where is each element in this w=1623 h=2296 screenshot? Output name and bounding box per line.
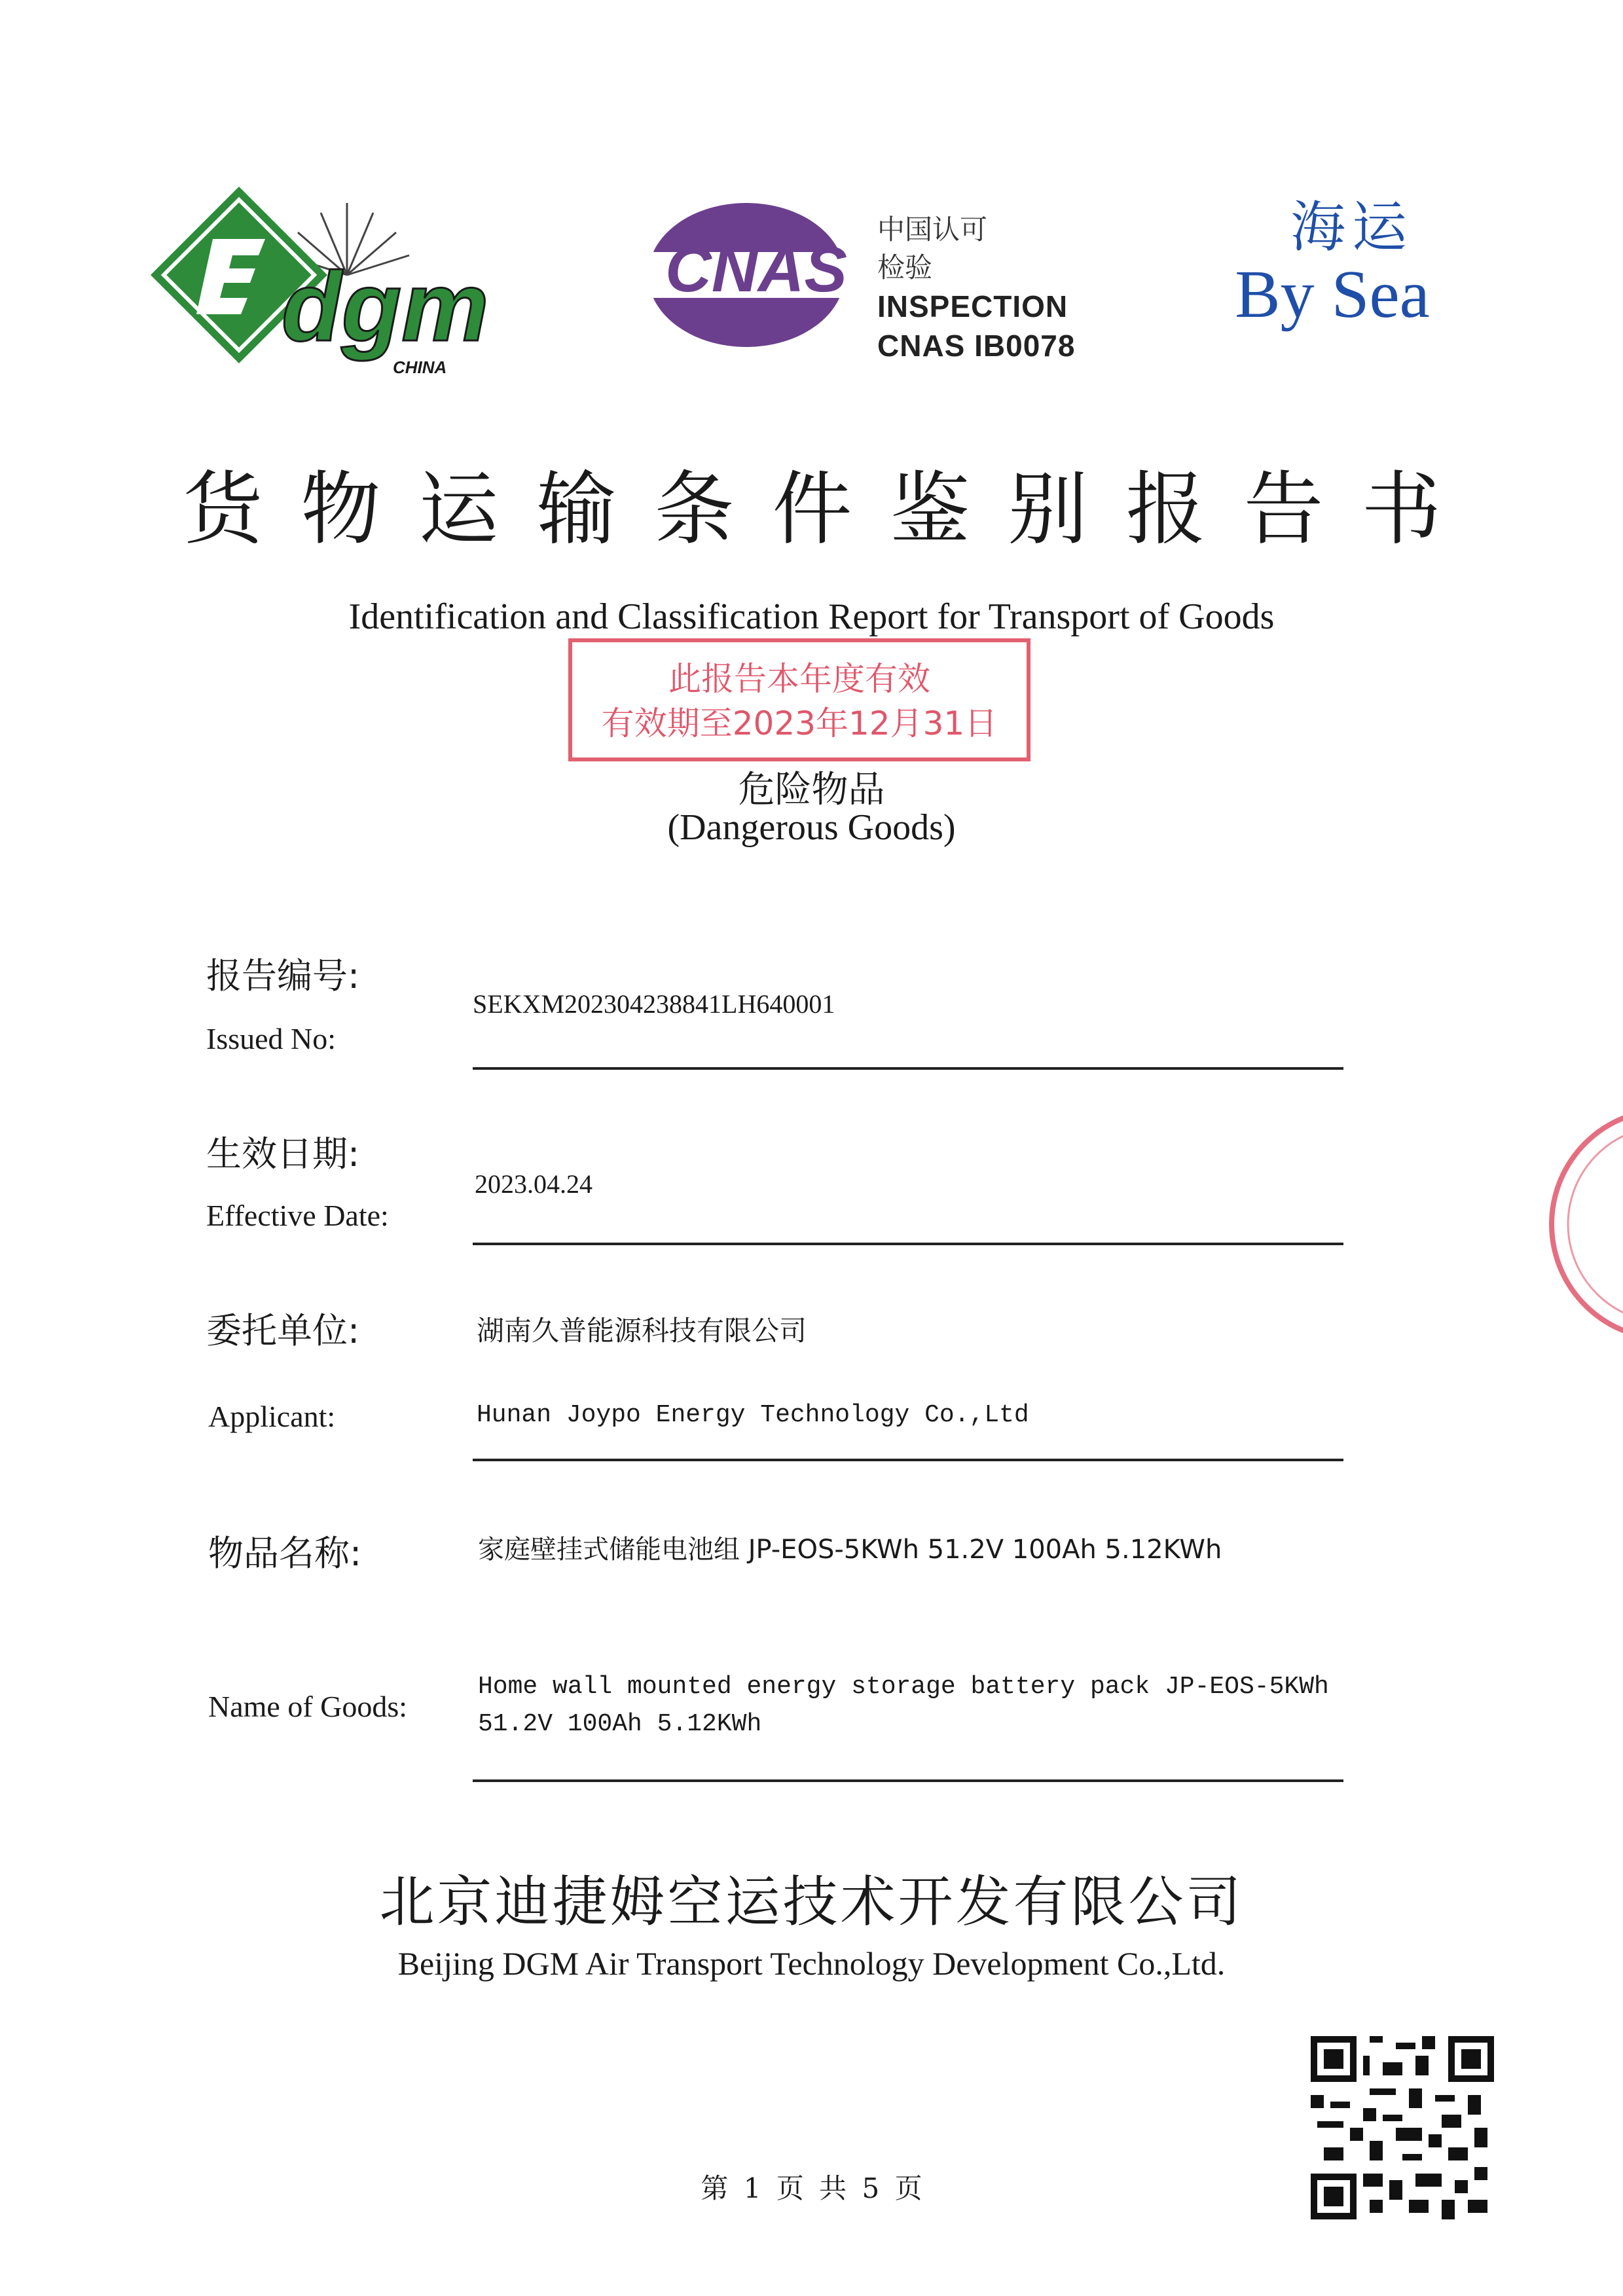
effective-date-label-cn: 生效日期: xyxy=(206,1133,360,1175)
edgm-logo xyxy=(151,177,517,386)
effective-date-value: 2023.04.24 xyxy=(475,1169,593,1199)
goods-category-cn: 危险物品 xyxy=(738,769,885,811)
issuer-name-cn: 北京迪捷姆空运技术开发有限公司 xyxy=(379,1870,1244,1934)
official-seal-partial xyxy=(1542,1100,1623,1349)
goods-name-label-cn: 物品名称: xyxy=(208,1533,362,1574)
goods-name-value-en-line-2: 51.2V 100Ah 5.12KWh xyxy=(478,1710,762,1738)
edgm-logo-text: dgm xyxy=(282,251,489,361)
goods-name-value-en-line-1: Home wall mounted energy storage battery pack JP-EOS-5KWh xyxy=(478,1673,1329,1701)
issuer-name-en: Beijing DGM Air Transport Technology Development Co.,Ltd. xyxy=(397,1945,1226,1982)
effective-date-label-en: Effective Date: xyxy=(206,1199,389,1232)
report-title-cn: 货物运输条件鉴别报告书 xyxy=(183,463,1480,556)
applicant-label-cn: 委托单位: xyxy=(206,1310,360,1351)
cnas-logo-text: CNAS xyxy=(665,233,847,305)
issued-no-value: SEKXM202304238841LH640001 xyxy=(473,989,835,1019)
validity-stamp xyxy=(568,638,1030,761)
report-title-en: Identification and Classification Report for Transport of Goods xyxy=(348,596,1275,637)
edgm-logo-sub: CHINA xyxy=(393,357,447,377)
goods-name-label-en: Name of Goods: xyxy=(208,1690,408,1723)
cnas-line-3: INSPECTION xyxy=(877,289,1068,323)
validity-stamp-line-2: 有效期至2023年12月31日 xyxy=(601,704,998,742)
cnas-line-4: CNAS IB0078 xyxy=(877,329,1076,363)
effective-date-underline xyxy=(473,1243,1343,1245)
transport-mode-en: By Sea xyxy=(1235,257,1430,332)
issued-no-label-en: Issued No: xyxy=(206,1022,337,1055)
applicant-underline xyxy=(473,1459,1343,1461)
page-number: 第 1 页 共 5 页 xyxy=(701,2172,922,2204)
issued-no-underline xyxy=(473,1067,1343,1070)
cnas-accreditation-text xyxy=(877,211,1075,365)
transport-mode-cn: 海运 xyxy=(1290,195,1413,259)
applicant-value-en: Hunan Joypo Energy Technology Co.,Ltd xyxy=(477,1401,1029,1429)
cnas-logo xyxy=(645,200,867,350)
issued-no-label-cn: 报告编号: xyxy=(206,955,360,996)
applicant-label-en: Applicant: xyxy=(208,1400,336,1433)
cnas-line-2: 检验 xyxy=(877,251,933,283)
goods-category-en: (Dangerous Goods) xyxy=(667,807,956,848)
goods-name-value-cn: 家庭壁挂式储能电池组 JP-EOS-5KWh 51.2V 100Ah 5.12KWh xyxy=(478,1535,1222,1565)
applicant-value-cn: 湖南久普能源科技有限公司 xyxy=(477,1315,807,1347)
goods-name-underline xyxy=(473,1779,1343,1782)
cnas-line-1: 中国认可 xyxy=(877,213,988,246)
validity-stamp-line-1: 此报告本年度有效 xyxy=(668,660,930,698)
